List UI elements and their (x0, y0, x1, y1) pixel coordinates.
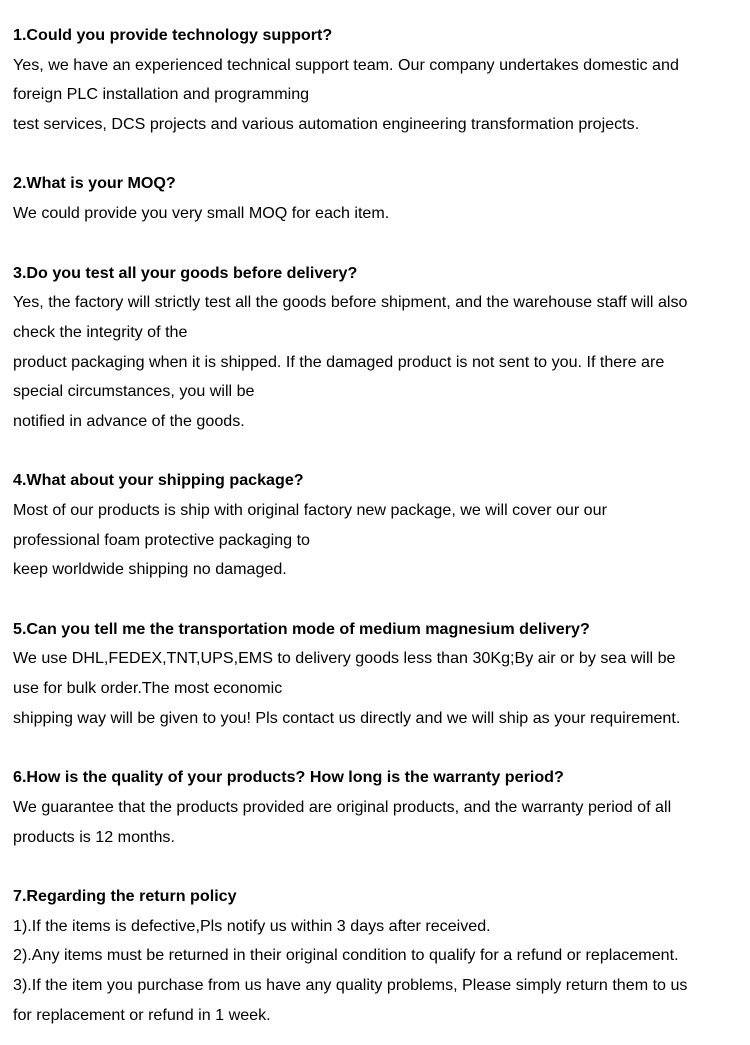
faq-answer-line: Yes, the factory will strictly test all the goods before shipment, and the warehouse staff will also (13, 293, 688, 312)
faq-question: 4.What about your shipping package? (13, 471, 304, 490)
faq-question: 3.Do you test all your goods before delivery? (13, 263, 358, 282)
faq-answer-line: professional foam protective packaging to (13, 530, 311, 549)
faq-answer-line: use for bulk order.The most economic (13, 679, 283, 698)
faq-answer-line: We guarantee that the products provided are original products, and the warranty period of all (13, 797, 672, 816)
faq-answer-line: test services, DCS projects and various automation engineering transformation projects. (13, 115, 640, 134)
faq-answer-line: check the integrity of the (13, 322, 188, 341)
faq-answer-line: 3).If the item you purchase from us have any quality problems, Please simply return them to us (13, 976, 688, 994)
faq-answer-line: Yes, we have an experienced technical support team. Our company undertakes domestic and (13, 55, 679, 74)
faq-answer-line: products is 12 months. (13, 827, 175, 846)
faq-item-5 (13, 615, 750, 734)
faq-answer-line: 2).Any items must be returned in their original condition to qualify for a refund or replacement. (13, 946, 679, 965)
faq-question: 1.Could you provide technology support? (13, 26, 333, 44)
faq-item-6 (13, 763, 750, 852)
faq-answer-line: keep worldwide shipping no damaged. (13, 560, 287, 579)
faq-question: 2.What is your MOQ? (13, 174, 176, 193)
faq-answer-line: notified in advance of the goods. (13, 411, 245, 430)
faq-answer-line: 1).If the items is defective,Pls notify us within 3 days after received. (13, 916, 491, 935)
faq-item-2 (13, 169, 750, 228)
faq-answer-line: for replacement or refund in 1 week. (13, 1005, 271, 1024)
faq-item-7 (13, 882, 750, 1030)
faq-item-4 (13, 466, 750, 585)
faq-answer-line: We could provide you very small MOQ for each item. (13, 204, 390, 223)
faq-answer-line: shipping way will be given to you! Pls contact us directly and we will ship as your requirement. (13, 708, 681, 727)
faq-answer-line: product packaging when it is shipped. If the damaged product is not sent to you. If there are (13, 352, 665, 371)
faq-question: 7.Regarding the return policy (13, 886, 237, 905)
faq-question: 5.Can you tell me the transportation mode of medium magnesium delivery? (13, 619, 590, 638)
faq-item-1 (13, 21, 750, 140)
faq-answer-line: special circumstances, you will be (13, 382, 255, 401)
faq-answer-line: We use DHL,FEDEX,TNT,UPS,EMS to delivery goods less than 30Kg;By air or by sea will be (13, 649, 676, 668)
faq-question: 6.How is the quality of your products? How long is the warranty period? (13, 768, 564, 787)
faq-answer-line: foreign PLC installation and programming (13, 85, 310, 104)
faq-item-3 (13, 259, 750, 437)
faq-answer-line: Most of our products is ship with original factory new package, we will cover our our (13, 501, 607, 519)
